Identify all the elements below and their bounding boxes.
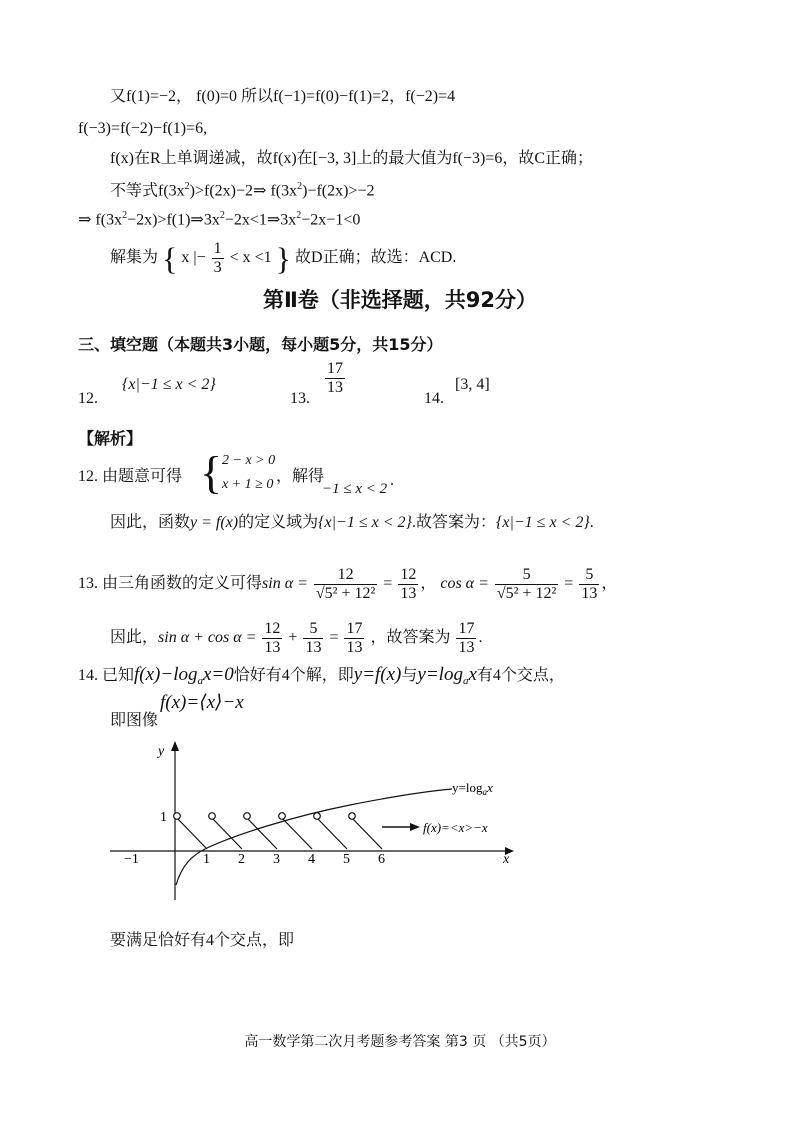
log-curve (176, 789, 452, 885)
q12-row-1: 2 − x > 0 (222, 453, 276, 468)
x-tick-4: 4 (308, 852, 315, 867)
text-line-3: f(x)在R上单调递减，故f(x)在[−3, 3]上的最大值为f(−3)=6，故C正确； (110, 150, 594, 167)
text-line-1: 又f(1)=−2， f(0)=0 所以f(−1)=f(0)−f(1)=2，f(−2)=4 (110, 88, 456, 105)
y-axis-label: y (158, 744, 165, 759)
analysis-header: 【解析】 (78, 429, 143, 448)
open-circle-5 (349, 813, 356, 820)
page-footer: 高一数学第二次月考题参考答案 第3 页 （共5页） (244, 1034, 556, 1050)
answer-12: {x|−1 ≤ x < 2} (122, 376, 216, 393)
x-tick-2: 2 (238, 852, 245, 867)
q14-function: f(x)=⟨x⟩−x (160, 692, 244, 713)
x-tick-1: 1 (203, 852, 210, 867)
x-tick-3: 3 (273, 852, 280, 867)
fill-blank-header: 三、填空题（本题共3小题，每小题5分，共15分） (78, 335, 443, 354)
fraction-one-third: $\frac{1}{3}$ (213, 240, 222, 276)
x-tick-6: 6 (378, 852, 385, 867)
open-circle-0 (174, 813, 181, 820)
segment-0 (177, 818, 207, 849)
q12-line-2: 因此，函数y = f(x)的定义域为{x|−1 ≤ x < 2}.故答案为：{x|−1 ≤ x < 2}. (110, 514, 594, 531)
text-line-2: f(−3)=f(−2)−f(1)=6, (78, 120, 208, 137)
q13-line-2: 因此，sin α + cos α = $\frac{12}{13}$ + $\frac{5}{13}$ = $\frac{17}{13}$ ，故答案为 $\frac{17}{13}$ . (110, 620, 483, 656)
x-axis-label: x (503, 852, 510, 867)
segment-4 (317, 818, 347, 849)
segment-3 (282, 818, 312, 849)
open-circle-1 (209, 813, 216, 820)
x-tick-5: 5 (343, 852, 350, 867)
x-tick-minus1: −1 (124, 852, 139, 867)
y-axis-arrow (171, 741, 179, 751)
q12-row-2: x + 1 ≥ 0 (222, 477, 274, 492)
log-curve-label: $y=\log_ax$ (452, 780, 493, 797)
q14-line-3: 要满足恰好有4个交点，即 (110, 932, 295, 949)
legend-arrow-head (410, 823, 420, 831)
answer-14-number: 14. (424, 390, 444, 407)
solution-set-line: 解集为 { x |− $\frac{1}{3}$ < x <1 } 故D正确；故选：ACD. (110, 240, 457, 277)
segment-2 (247, 818, 277, 849)
q12-solve: ，解得 (276, 468, 325, 485)
open-circle-3 (279, 813, 286, 820)
open-circle-2 (244, 813, 251, 820)
graph-figure (100, 735, 530, 905)
q12-line-1: 12. 由题意可得 (78, 468, 183, 485)
segment-5 (352, 818, 382, 849)
text-line-4: 不等式$f(3x^2)>f(2x)-2\Rightarrow$ $f(3x^2)-f(2x)>-2$ (110, 181, 375, 200)
q13-line-1: 13. 由三角函数的定义可得sin α = $\frac{12}{\text{√5² + 12²}}$ = $\frac{12}{13}$ ， cos α = $\frac{5}{\text{√5² + 12²}}$ = $\frac{5}{13}$ ， (78, 566, 618, 602)
text-line-5: ⇒ $f(3x^2-2x)>f(1)\Rightarrow 3x^2-2x<1\Rightarrow 3x^2-2x-1<0$ (78, 210, 361, 229)
y-tick-1: 1 (160, 810, 167, 825)
q12-brace: { (200, 447, 223, 498)
q14-line-2: 即图像 (110, 712, 159, 729)
answer-14: [3, 4] (455, 376, 490, 393)
q12-period: . (390, 472, 394, 489)
q14-line-1: 14. 已知$f(x)-\log_ax=0$恰好有4个解，即y=f(x)与$y=\log_ax$有4个交点， (78, 664, 565, 688)
sawtooth-label: f(x)=<x>−x (423, 820, 488, 835)
answer-12-number: 12. (78, 390, 98, 407)
answer-13-number: 13. (290, 390, 310, 407)
sawtooth-function (174, 813, 382, 849)
q12-result: −1 ≤ x < 2 (322, 481, 388, 497)
section-title: 第Ⅱ卷（非选择题，共92分） (262, 288, 538, 312)
answer-13: $\frac{17}{13}$ (327, 360, 343, 396)
open-circle-4 (314, 813, 321, 820)
